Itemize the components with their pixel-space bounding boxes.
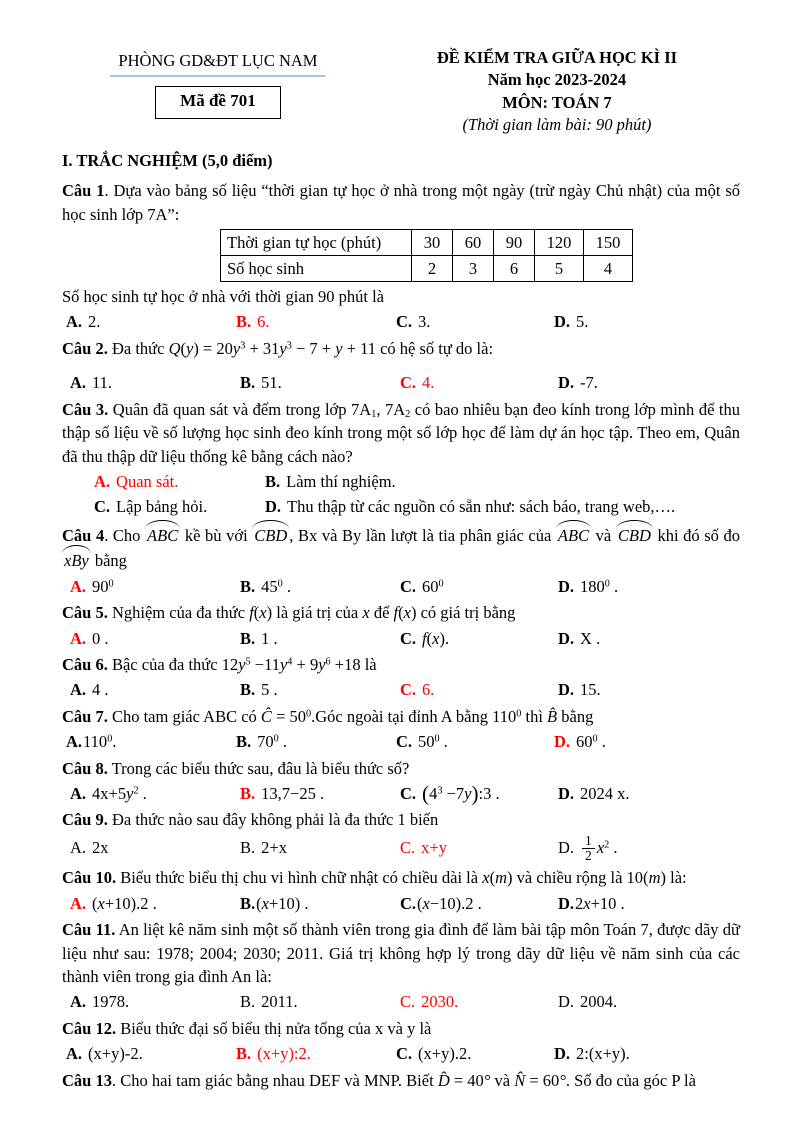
q9-option-d: D. $\frac{1}{2}$ $x^2$ . (558, 832, 618, 864)
q7-option-a: A.110$^0$. (66, 732, 117, 752)
q8-option-a: A. $4x+5y^2$ . (70, 784, 147, 804)
q4-option-c: C. $60^0$ (400, 576, 444, 596)
q10-option-a: A. (x+10).2 . (70, 893, 157, 913)
q4-option-d: D. $180^0$ . (558, 576, 619, 596)
q3-option-c: C. Lập bảng hỏi. (94, 497, 208, 517)
question-7-text: Cho tam giác ABC có Ĉ = $50^0.Góc$ ngoài tại đỉnh A bằng $110^0$ thì B̂ bằng (107, 706, 594, 726)
q1-option-d: D. 5. (554, 312, 589, 332)
question-7 (62, 705, 740, 728)
question-3-text: Quân đã quan sát và đếm trong lớp $7A_1$, $7A_2$ có bao nhiêu bạn đeo kính trong lớp mình để thu thập số liệu về số lượng học sinh đeo kính trong một số lớp học để làm dự án học tập. Theo em, Quân đã thu thập dữ liệu thống kê bằng cách nào? (62, 399, 740, 466)
question-1-number: Câu 1 (62, 181, 105, 201)
question-10-text: Biểu thức biểu thị chu vi hình chữ nhật có chiều dài là x(m) và chiều rộng là 10(m) là: (116, 868, 687, 888)
question-9-text: Đa thức nào sau đây không phải là đa thức 1 biến (107, 810, 439, 830)
question-1-post-text: Số học sinh tự học ở nhà với thời gian 90 phút là (62, 287, 385, 307)
q9-option-c: C. x+y (400, 837, 447, 857)
table-row (221, 256, 633, 282)
q7-options (62, 730, 740, 753)
table-cell: 3 (453, 256, 494, 282)
question-7-number: Câu 7. (62, 706, 108, 726)
question-13-text: . Cho hai tam giác bằng nhau DEF và MNP. Biết D̂ = 40° và N̂ = 60°. Số đo của góc P là (111, 1070, 696, 1090)
q3-option-d: D. Thu thập từ các nguồn có sẵn như: sách báo, trang web,…. (265, 497, 676, 517)
q2-options (62, 371, 740, 394)
q4-options (62, 575, 740, 598)
q6-option-b: B. 5 . (240, 680, 278, 700)
header (62, 46, 740, 137)
q7-option-c: C. $50^0$ . (396, 732, 448, 752)
question-2-number: Câu 2. (62, 338, 108, 358)
question-3-number: Câu 3. (62, 399, 109, 419)
question-4: Câu 4. Cho ABC kề bù với CBD , Bx và By lần lượt là tia phân giác của ABC và CBD khi đó số đo xBy bằng (62, 522, 740, 573)
q10-option-b: B.(x+10) . (240, 893, 309, 913)
question-9-number: Câu 9. (62, 810, 108, 830)
question-4-number: Câu 4 (62, 525, 105, 545)
q6-option-c: C. 6. (400, 680, 435, 700)
q6-option-a: A. 4 . (70, 680, 109, 700)
q11-option-d: D. 2004. (558, 992, 618, 1012)
q4-option-a: A. $90^0$ (70, 576, 114, 596)
question-10 (62, 866, 740, 889)
q6-options (62, 678, 740, 701)
angle-xBy: xBy (62, 547, 91, 572)
table-cell: 6 (494, 256, 535, 282)
subject-line: MÔN: TOÁN 7 (502, 92, 612, 112)
question-13 (62, 1069, 740, 1092)
question-5-number: Câu 5. (62, 603, 108, 623)
question-1 (62, 179, 740, 226)
header-left (62, 46, 374, 137)
q8-option-c: C. ($4^3$ −7y):3 . (400, 781, 500, 806)
q4-option-b: B. $45^0$ . (240, 576, 291, 596)
table-cell: 4 (584, 256, 633, 282)
table-cell: Thời gian tự học (phút) (221, 230, 412, 256)
q2-option-d: D. -7. (558, 373, 598, 393)
question-12-number: Câu 12. (62, 1018, 117, 1038)
question-11-number: Câu 11. (62, 920, 116, 940)
angle-CBD: CBD (252, 522, 289, 547)
q5-option-b: B. 1 . (240, 628, 278, 648)
header-right (374, 46, 740, 137)
question-1-text: . Dựa vào bảng số liệu “thời gian tự học ở nhà trong một ngày (trừ ngày Chủ nhật) của một số học sinh lớp 7A”: (62, 181, 740, 224)
q9-option-b: B. 2+x (240, 837, 287, 857)
exam-title: ĐỀ KIỂM TRA GIỮA HỌC KÌ II (436, 48, 678, 67)
q7-option-d: D. $60^0$ . (554, 732, 606, 752)
department-name: PHÒNG GD&ĐT LỤC NAM (110, 49, 325, 77)
duration-line: (Thời gian làm bài: 90 phút) (462, 115, 652, 135)
q8-options (62, 782, 740, 805)
q5-option-d: D. X . (558, 628, 601, 648)
table-cell: Số học sinh (221, 256, 412, 282)
q5-options (62, 627, 740, 650)
question-13-number: Câu 13 (62, 1070, 112, 1090)
q5-option-c: C. f(x). (400, 628, 450, 648)
question-9 (62, 808, 740, 831)
q1-option-a: A. 2. (66, 312, 101, 332)
q9-options (62, 834, 740, 863)
school-year: Năm học 2023-2024 (487, 70, 627, 90)
question-10-number: Câu 10. (62, 868, 117, 888)
question-6-text: Bậc của đa thức $12y^5 -11y^4 + 9y^6 +18$ là (107, 654, 377, 674)
q12-options (62, 1042, 740, 1065)
table-cell: 120 (535, 230, 584, 256)
q3-option-a: A. Quan sát. (94, 471, 179, 491)
q6-option-d: D. 15. (558, 680, 601, 700)
q11-option-a: A. 1978. (70, 992, 130, 1012)
q12-option-a: A. (x+y)-2. (66, 1044, 143, 1064)
q1-option-b: B. 6. (236, 312, 270, 332)
question-8 (62, 757, 740, 780)
q1-data-table (220, 229, 633, 282)
q10-options (62, 892, 740, 915)
q8-option-b: B. 13,7−25 . (240, 784, 325, 804)
q10-option-d: D.2x+10 . (558, 893, 625, 913)
question-12-text: Biểu thức đại số biểu thị nửa tổng của x và y là (116, 1018, 432, 1038)
q12-option-b: B. (x+y):2. (236, 1044, 311, 1064)
q10-option-c: C.(x−10).2 . (400, 893, 482, 913)
question-6-number: Câu 6. (62, 654, 108, 674)
angle-ABC: ABC (145, 522, 180, 547)
question-3 (62, 398, 740, 468)
table-cell: 150 (584, 230, 633, 256)
exam-code: Mã đề 701 (180, 91, 256, 111)
question-11-text: An liệt kê năm sinh một số thành viên trong gia đình để làm bài tập môn Toán 7, được dãy dữ liệu như sau: 1978; 2004; 2030; 2011. Giá trị không hợp lý trong dãy dữ liệu về năm sinh của các thành viên trong gia đình An là: (62, 920, 740, 986)
q9-option-a: A. 2x (70, 837, 109, 857)
q1-option-c: C. 3. (396, 312, 431, 332)
q2-option-b: B. 51. (240, 373, 282, 393)
section-title: I. TRẮC NGHIỆM (5,0 điểm) (62, 150, 273, 170)
q12-option-d: D. 2:(x+y). (554, 1044, 630, 1064)
q5-option-a: A. 0 . (70, 628, 109, 648)
table-cell: 5 (535, 256, 584, 282)
q11-options (62, 990, 740, 1013)
table-cell: 60 (453, 230, 494, 256)
question-5-text: Nghiệm của đa thức f(x) là giá trị của x để f(x) có giá trị bằng (107, 603, 516, 623)
q2-option-a: A. 11. (70, 373, 113, 393)
question-11 (62, 918, 740, 988)
q8-option-d: D. 2024 x. (558, 784, 630, 804)
table-cell: 90 (494, 230, 535, 256)
q3-option-b: B. Làm thí nghiệm. (265, 471, 396, 491)
q3-options (62, 470, 740, 519)
question-5 (62, 601, 740, 624)
q11-option-b: B. 2011. (240, 992, 298, 1012)
q1-options (62, 310, 740, 333)
angle-CBD: CBD (616, 522, 653, 547)
table-cell: 2 (412, 256, 453, 282)
q7-option-b: B. $70^0$ . (236, 732, 287, 752)
question-2 (62, 337, 740, 360)
table-cell: 30 (412, 230, 453, 256)
table-row (221, 230, 633, 256)
q2-option-c: C. 4. (400, 373, 435, 393)
angle-ABC: ABC (556, 522, 591, 547)
fraction-one-half: $\frac{1}{2}$ (582, 834, 595, 863)
q11-option-c: C. 2030. (400, 992, 459, 1012)
question-2-text: Đa thức $Q(y) = 20y^3 + 31y^3 - 7 + y + 11$ có hệ số tự do là: (107, 338, 494, 358)
q12-option-c: C. (x+y).2. (396, 1044, 472, 1064)
exam-code-box (155, 86, 281, 118)
question-6 (62, 653, 740, 676)
question-12 (62, 1017, 740, 1040)
question-8-text: Trong các biểu thức sau, đâu là biểu thức số? (107, 758, 410, 778)
question-8-number: Câu 8. (62, 758, 108, 778)
